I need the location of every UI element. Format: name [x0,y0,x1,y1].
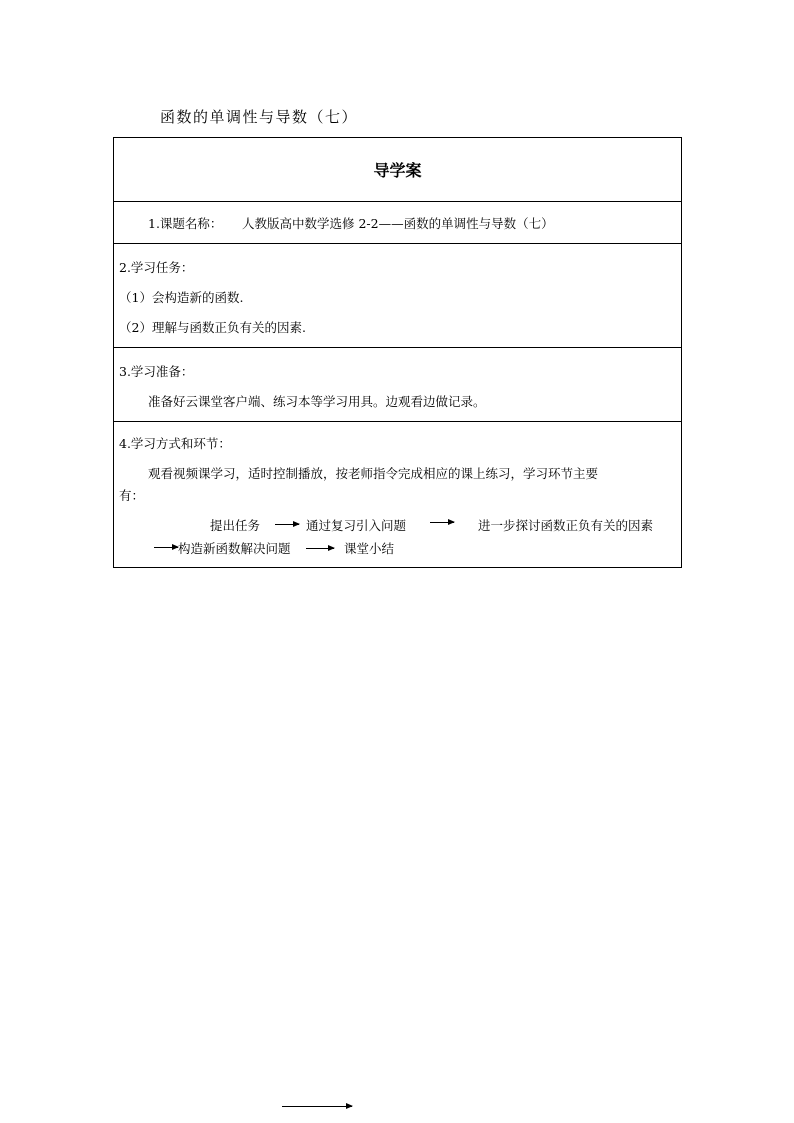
task-item: （1）会构造新的函数. [119,290,244,305]
prep-row [114,348,681,422]
task-item: （2）理解与函数正负有关的因素. [119,320,306,335]
arrow-icon [282,1106,352,1107]
step-label: 提出任务 [210,518,261,533]
arrow-icon [430,522,454,523]
step-label: 构造新函数解决问题 [178,541,291,556]
tasks-heading: 2.学习任务： [119,260,194,275]
step-label: 课堂小结 [344,541,395,556]
arrow-icon [306,548,334,549]
document-title: 函数的单调性与导数（七） [160,108,359,126]
method-text-cont: 有： [119,488,145,503]
prep-text: 准备好云课堂客户端、练习本等学习用具。边观看边做记录。 [148,394,486,409]
study-guide-table [113,137,682,568]
course-value: 人教版高中数学选修 2-2——函数的单调性与导数（七） [242,216,554,231]
course-row [114,202,681,244]
method-row [114,422,681,567]
prep-heading: 3.学习准备： [119,364,194,379]
header-row [114,138,681,202]
method-text: 观看视频课学习，适时控制播放，按老师指令完成相应的课上练习，学习环节主要 [148,466,599,481]
tasks-row [114,244,681,348]
arrow-icon [154,547,178,548]
course-label: 1.课题名称： [148,216,223,231]
method-heading: 4.学习方式和环节： [119,436,231,451]
arrow-icon [275,524,299,525]
step-label: 进一步探讨函数正负有关的因素 [478,518,654,533]
step-label: 通过复习引入问题 [306,518,407,533]
table-heading: 导学案 [373,161,422,180]
